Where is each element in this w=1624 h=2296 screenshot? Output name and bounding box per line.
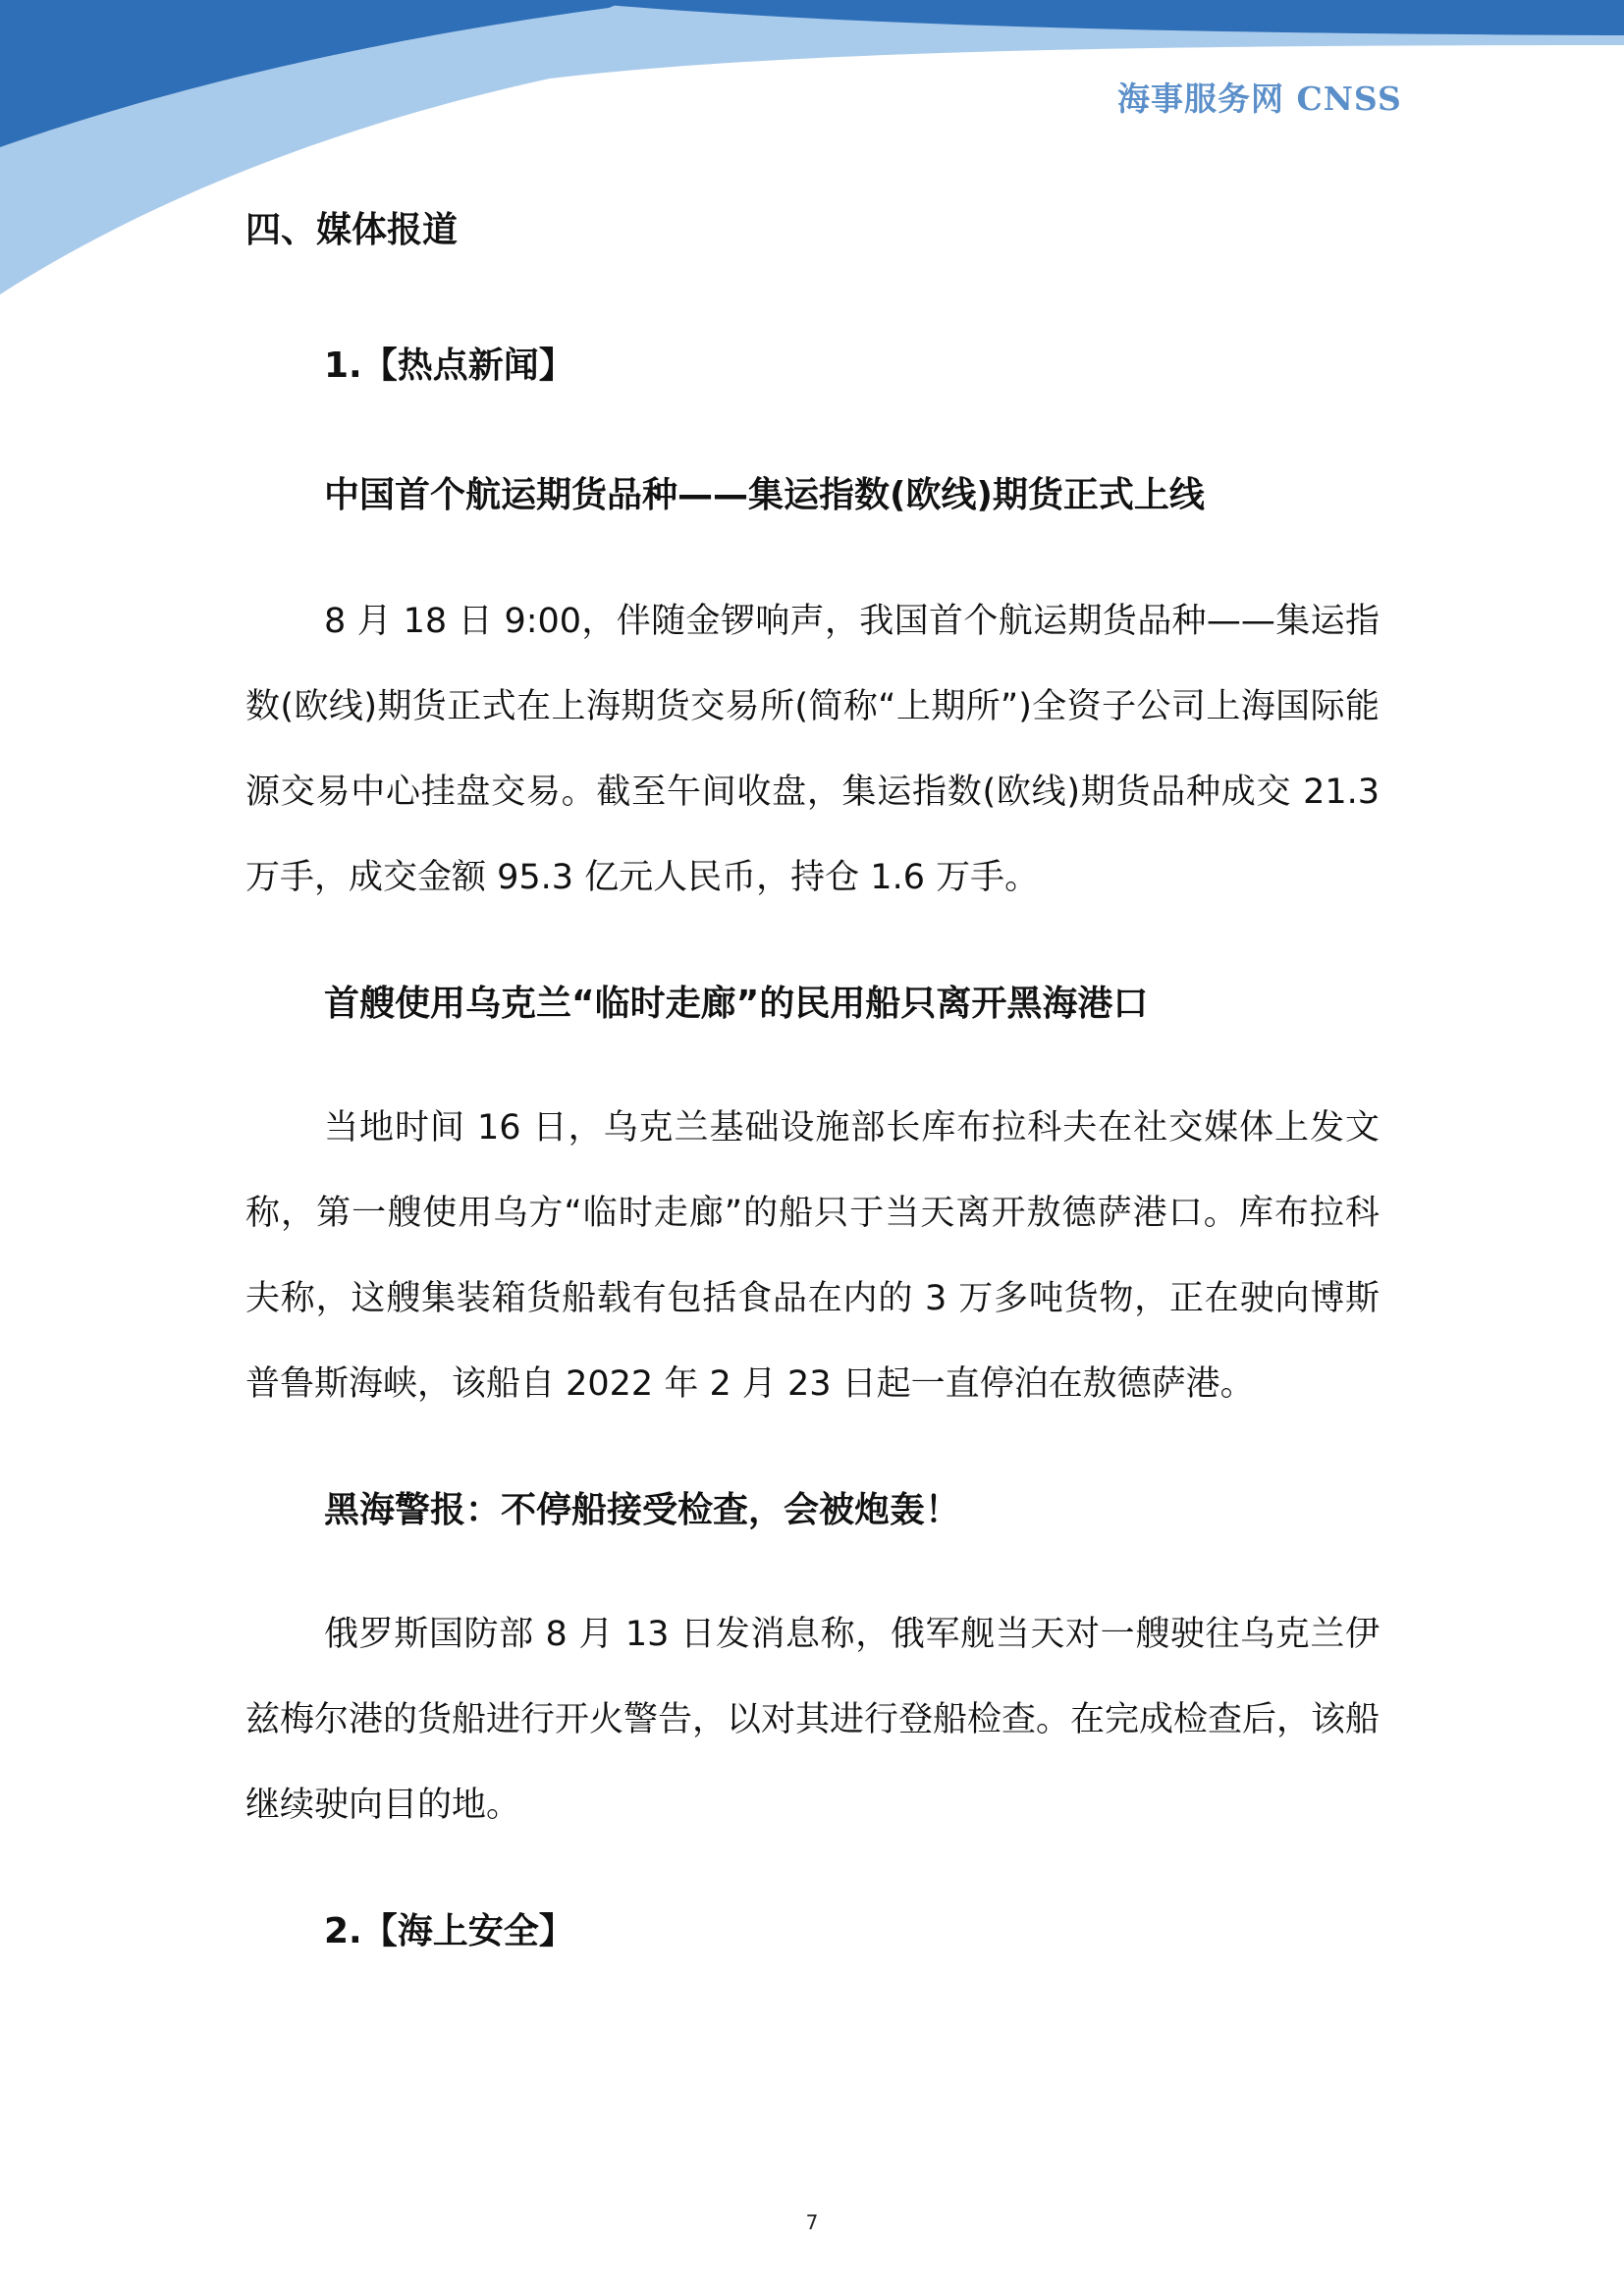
brand-text: 海事服务网 CNSS [1117,80,1402,118]
subsection-title-maritime-safety: 2.【海上安全】 [324,1911,574,1951]
article-title: 首艘使用乌克兰“临时走廊”的民用船只离开黑海港口 [324,984,1149,1024]
article-body: 俄罗斯国防部 8 月 13 日发消息称，俄军舰当天对一艘驶往乌克兰伊兹梅尔港的货船进行开火警告，以对其进行登船检查。在完成检查后，该船继续驶向目的地。 [245,1615,1380,1825]
subsection-title-hot-news: 1.【热点新闻】 [324,346,574,386]
document-body [245,206,1380,1956]
article-title: 黑海警报：不停船接受检查，会被炮轰！ [324,1490,961,1530]
article-shipping-futures [245,471,1380,921]
page-number: 7 [805,2211,819,2234]
article-ukraine-corridor [245,980,1380,1427]
article-title: 中国首个航运期货品种——集运指数(欧线)期货正式上线 [324,475,1205,515]
section-title: 四、媒体报道 [245,210,459,250]
article-black-sea-warning [245,1486,1380,1848]
article-body: 8 月 18 日 9:00，伴随金锣响声，我国首个航运期货品种——集运指数(欧线)期货正式在上海期货交易所(简称“上期所”)全资子公司上海国际能源交易中心挂盘交易。截至午间收盘，集运指数(欧线)期货品种成交 21.3 万手，成交金额 95.3 亿元人民币，持仓 1.6 万手。 [245,602,1380,897]
article-body: 当地时间 16 日，乌克兰基础设施部长库布拉科夫在社交媒体上发文称，第一艘使用乌方“临时走廊”的船只于当天离开敖德萨港口。库布拉科夫称，这艘集装箱货船载有包括食品在内的 3 万多吨货物，正在驶向博斯普鲁斯海峡，该船自 2022 年 2 月 23 日起一直停泊在敖德萨港。 [245,1108,1380,1404]
